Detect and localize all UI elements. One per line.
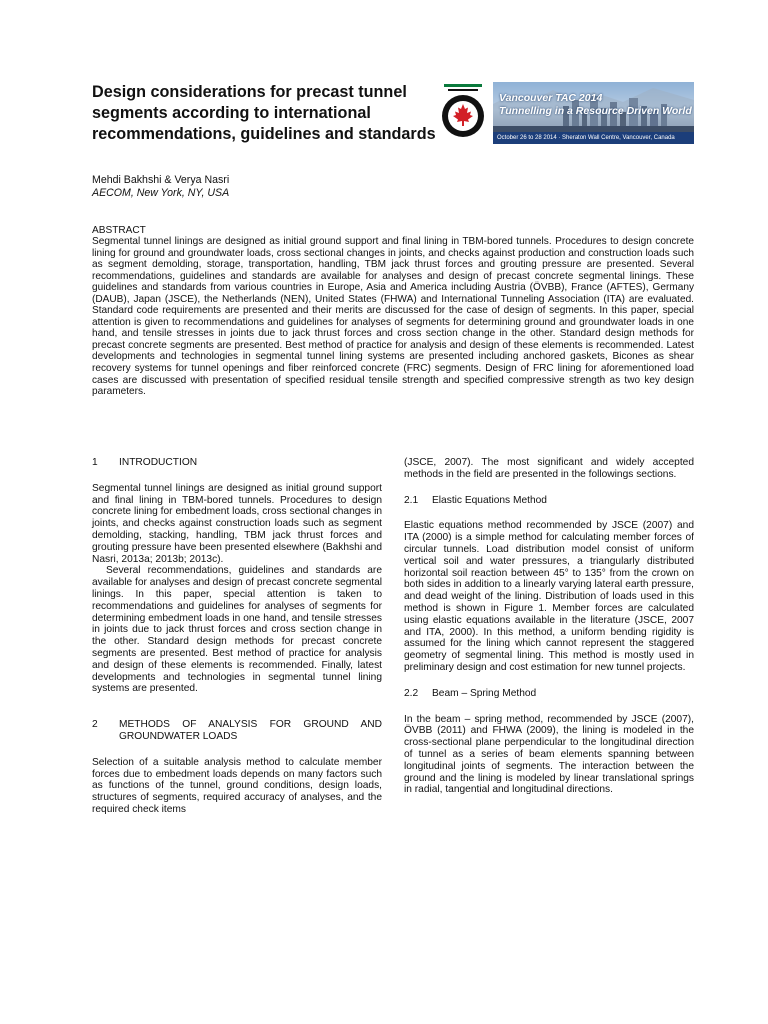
abstract-heading: ABSTRACT bbox=[92, 225, 146, 236]
banner-title: Vancouver TAC 2014 bbox=[499, 92, 603, 104]
section-2-2-heading bbox=[404, 688, 694, 700]
banner-subtitle: Tunnelling in a Resource Driven World bbox=[499, 105, 692, 117]
section-2-2-paragraph: In the beam – spring method, recommended by JSCE (2007), ÖVBB (2011) and FHWA (2009), the lining is modeled in the cross-sectional plane perpendicular to the longitudinal direction of tunnel as a series of beam elements spanning between longitudinal joints of segments. The interaction between the ground and the lining is modeled by linear translational springs in radial, tangential and longitudinal directions. bbox=[404, 713, 694, 796]
authors: Mehdi Bakhshi & Verya Nasri bbox=[92, 174, 230, 186]
continued-paragraph: (JSCE, 2007). The most significant and widely accepted methods in the field are presented in the followings sections. bbox=[404, 457, 694, 480]
section-2-1-heading bbox=[404, 495, 694, 507]
section-2-heading bbox=[92, 719, 382, 743]
section-1-heading bbox=[92, 457, 382, 469]
intro-paragraph-1: Segmental tunnel linings are designed as initial ground support and final lining in TBM-bored tunnels. Procedures to design concrete lining for embedment loads, cross sectional changes in joints, and checks against construction loads such as segment demolding, stacking, handling, TBM jack thrust forces and grouting pressure have been presented elsewhere (Bakhshi and Nasri, 2013a; 2013b; 2013c). bbox=[92, 482, 382, 565]
section-number: 2.1 bbox=[404, 494, 419, 506]
section-2-paragraph: Selection of a suitable analysis method to calculate member forces due to embedment loads depends on many factors such as functions of the tunnel, ground conditions, design loads, structures of segments, required accuracy of analyses, and the required check items bbox=[92, 756, 382, 815]
tac-maple-leaf-logo-icon bbox=[438, 84, 488, 140]
affiliation: AECOM, New York, NY, USA bbox=[92, 187, 230, 199]
conference-logo-area bbox=[438, 82, 694, 144]
section-2-1-paragraph: Elastic equations method recommended by JSCE (2007) and ITA (2000) is a simple method for calculating member forces of circular tunnels. Load distribution model consist of uniform vertical soil and water pressures, a triangularly distributed horizontal soil reaction between 45° to 135° from the crown on both sides in addition to a linearly varying lateral earth pressure, and dead weight of the lining. Distribution of loads used in this method is shown in Figure 1. Member forces are calculated using elastic equations available in the literature (JSCE, 2007 and ITA, 2000). In this method, a uniform bending rigidity is assumed for the lining which cannot represent the staggered geometry of segmental lining. This method is mostly used in preliminary design and cost estimation for new tunnel projects. bbox=[404, 520, 694, 673]
left-column bbox=[92, 457, 382, 816]
section-title: Elastic Equations Method bbox=[432, 494, 547, 506]
abstract-text: Segmental tunnel linings are designed as initial ground support and final lining in TBM-bored tunnels. Procedures to design concrete lining for ground and groundwater loads, cross sectional changes in joints, and checks against production and construction loads such as segment demolding, storage, transportation, handling, TBM jack thrust forces and grouting pressure are presented. Several recommendations, guidelines and standards are available for analyses and design of precast concrete segmental linings. These guidelines and standards from various countries in Europe, Asia and America including Austria (ÖVBB), France (AFTES), Germany (DAUB), Japan (JSCE), the Netherlands (NEN), United States (FHWA) and International Tunneling Association (ITA) are evaluated. Standard code requirements are presented and their merits are discussed for the case of design of segments. In this paper, special attention is given to recommendations and guidelines for analyses of segments for determining ground and groundwater loads in one hand, and tensile stresses in joints due to jack thrust forces and cross section change in the other. Standard design methods for precast concrete segments are presented. Best method of practice for analysis and design of these elements is recommended. Latest developments and technologies in segmental tunnel lining systems are presented including anchored gaskets, Bicones as shear recovery systems for tunnel openings and fiber reinforced concrete (FRC) segments. Design of FRC lining for aforementioned load cases are discussed with presentation of specified residual tensile strength and specified compressive strength as two key design parameters. bbox=[92, 236, 694, 398]
intro-paragraph-2: Several recommendations, guidelines and standards are available for analyses and design of precast concrete segmental linings. In this paper, special attention is taken to recommendations and guidelines for analyses of segments for determining embedment loads in one hand, and tensile stresses in joints due to jack thrust forces and cross section change in the other. Standard design methods for precast concrete segments are presented. Best method of practice for analysis and design of these elements is recommended. Finally, latest developments and technologies in segmental tunnel lining systems are presented. bbox=[92, 565, 382, 695]
paper-title: Design considerations for precast tunnel segments according to international recommendations, guidelines and standards bbox=[92, 83, 436, 143]
section-number: 1 bbox=[92, 457, 98, 468]
section-number: 2 bbox=[92, 719, 98, 731]
section-number: 2.2 bbox=[404, 687, 419, 699]
section-title: METHODS OF ANALYSIS FOR GROUND AND GROUNDWATER LOADS bbox=[119, 719, 382, 742]
banner-dates: October 26 to 28 2014 · Sheraton Wall Centre, Vancouver, Canada bbox=[493, 132, 694, 144]
section-title: Beam – Spring Method bbox=[432, 687, 537, 699]
conference-banner bbox=[493, 82, 694, 144]
right-column bbox=[404, 457, 694, 796]
section-title: INTRODUCTION bbox=[119, 457, 198, 468]
